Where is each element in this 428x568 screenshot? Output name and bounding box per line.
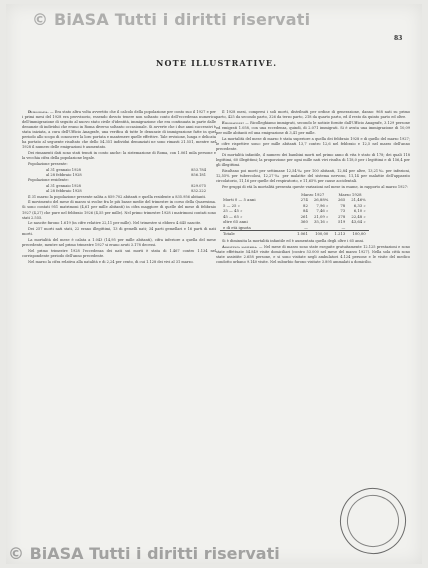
section-heading: Emigrazione: bbox=[222, 120, 244, 125]
paragraph: Demografia. — Era stato altra volta avvertito che il calcolo della popolazione per conto suo il 1927 e per i primi mesi del 1928 era provvisorio, essendo dovuto tenere non soltanto conto dell'eccedenza numerica dell'immigrazione di seguito al nuovo stato civile d'identità, immigrazione che era continuata in parte dalle denunzie di individui che erano in Roma diverso soltanto occasionale. Si avverte che i due anni successivi è stata iniziata, a cura dell'Ufficio Anagrafe, una verifica di tutte le denunzie di immigrazione fatte in quel periodo allo scopo di conoscere la loro portata e mantenere quelle effettive. Tale revisione, lunga e delicata ha portato al seguente risultato che dello 54.351 individui denunziati ne sono rimasti 21.551, mentre nel 1928 il numero delle emigrazioni è aumentato. bbox=[22, 110, 216, 150]
paragraph: Nel marzo la cifra relativa alla natalità e di 2,24 per cento, di cui 1.128 dei vivi al 31 marzo. bbox=[28, 259, 194, 264]
paragraph: Di mortalità infantile, il numero dei bambini morti nel primo anno di vita è stato di 178; dei quali 118 legittimi, 60 illegittimi; la proporzione per ogni mille nati vivi risulta di 118,0 per i legittimi e di 156,4 per gli illegittimi. bbox=[216, 152, 410, 167]
paragraph: Nel primo trimestre 1928 l'eccedenza dei nati sui morti è stata di 1.467 contro 1.134 nel corrispondente periodo dell'anno precedente. bbox=[22, 249, 216, 259]
paragraph: Il 1928 mesi, compresi i soli morti, distribuiti per ordine di generazione, danno: 968 nati su primo parto, 425 da secondo parto, 326 da terzo parto, 218 da quarto parto, ed il resto da quinto parto ed oltre. bbox=[216, 110, 410, 120]
paragraph: La mortalità del mese di marzo è stata superiore a quella dei febbraio 1928 e di quello del marzo 1927; le cifre rispettive sono: per mille abitanti 13,7 contro 12,6 nel febbraio e 12,5 nel marzo dell'anno precedente. bbox=[216, 136, 410, 151]
mortality-age-table bbox=[220, 192, 369, 237]
watermark-bottom: © BiASA Tutti i diritti riservati bbox=[8, 544, 280, 563]
library-stamp bbox=[328, 476, 417, 564]
table-total-row: Totale 1.061 100,00 1.213 100,00 bbox=[220, 231, 369, 237]
list-item: al 28 febbraio 1928 856.181 bbox=[46, 173, 206, 178]
paragraph: Risultano poi morti per settimane 12,54‰ per 100 abitanti, 12,84 per altre, 13,21‰ per infezioni, 12,55% per tubercolosi, 12,27‰ per malattie del sistema nervoso, 11,14 per malattie dell'apparato circolatorio, 11,16 per quelle del respiratorio, e 11,65% per cause accidentali. bbox=[216, 168, 410, 183]
page-number: 83 bbox=[394, 35, 403, 42]
list-heading: Popolazione presente: bbox=[28, 162, 68, 167]
paragraph: La mortalità del mese è calata a 1.043 (14,95 per mille abitanti), cifra inferiore a quella del mese precedente, mentre nel primo trimestre 1927 si erano avuti 3.178 decessi. bbox=[22, 238, 216, 248]
watermark-top: © BiASA Tutti i diritti riservati bbox=[32, 10, 311, 29]
population-present-list bbox=[22, 168, 216, 178]
list-item: al 31 gennaio 1928 829.075 bbox=[46, 184, 206, 189]
paragraph: Dei rimanenti dati sono stati tenuti in conto anche: la sistemazione di Roma, con 1.061 mila persone e la vecchia cifra della popolazione legale. bbox=[22, 151, 216, 161]
paragraph: Si è diminuita la mortalità infantile ed è aumentata quella degli oltre i 65 anni. bbox=[222, 238, 365, 243]
paragraph: Emigrazione: — Ricolleghiamo immigrati, secondo le notizie fornite dall'Ufficio Anagrafe, 3.129 persone ed emigrati 1.058, con una eccedenza, quindi, di 2.071 immigrati. Si è avuta una immigrazione di 10,09 per mille abitanti ed una emigrazione di 3,41 per mille. bbox=[216, 120, 410, 135]
table-row: oltre 65 anni 360 35,16 » 519 43,64 » bbox=[223, 219, 366, 225]
table-row: Morti 0 — 5 anni 274 26,88% 265 21,46% bbox=[223, 197, 366, 203]
list-item: al 28 febbraio 1928 832.222 bbox=[46, 189, 206, 194]
list-heading: Popolazione residente: bbox=[28, 178, 69, 183]
paragraph: Assistenza sanitaria. — Nel mese di marzo sono state eseguite gratuitamente 12.125 prestazioni e sono state effettuate 54.849 visite domiciliari (contro 53.000 nel mese del marzo 1927). Nella sola città sono state assistite 2.658 persone, e si sono visitate negli ambulatori 4.124 persone e le visite del medico condotto urbano 9.140 visite. Nel suburbio furono visitate 3.895 ammalati a domicilio. bbox=[216, 244, 410, 264]
paragraph: Il movimento del mese di marzo si svolse fra le più basse medie del trimestre in corso della Quaresima. Si sono contati 951 matrimoni (4,61 per mille abitanti) in cifra maggiore di quelle del mese di febbraio 1927 (4,27) che pure nel febbraio 1926 (4,55 per mille). Nel primo trimestre 1928 i matrimoni contati sono stati 2.555. bbox=[22, 200, 216, 220]
paragraph: Il 31 marzo la popolazione presente salita a 859.702 abitanti e quella residente a 835.956 abitanti. bbox=[28, 194, 207, 199]
section-heading: Assistenza sanitaria. bbox=[222, 244, 258, 249]
table-row: 5 — 25 » 82 7,96 » 78 6,33 » bbox=[223, 202, 366, 208]
population-resident-list bbox=[22, 184, 216, 194]
paragraph: Per gruppi di età la mortalità presenta queste variazioni nel mese in esame, in rapporto al marzo 1927: bbox=[222, 184, 409, 189]
right-column bbox=[216, 110, 410, 266]
list-item: al 31 gennaio 1928 853.784 bbox=[46, 167, 206, 172]
table-row: 25 — 45 » 84 7,46 » 73 6,10 » bbox=[223, 208, 366, 214]
table-header-row: Marzo 1927 Marzo 1928 bbox=[301, 191, 362, 197]
paragraph: Dei 257 morti nati stati, 22 erano illegittimi, 13 di gemelli nati; 34 parti gemellari e 16 parti di nati morti. bbox=[22, 227, 216, 237]
section-title: NOTE ILLUSTRATIVE. bbox=[156, 58, 278, 68]
document-page bbox=[6, 4, 422, 564]
paragraph: Le nascite furono 1.619 (in cifre relative 22,11 per mille). Nel trimestre si ebbero 4.645 nascite. bbox=[28, 221, 202, 226]
table-row: e di età ignota — — bbox=[223, 224, 346, 230]
section-heading: Demografia. bbox=[28, 110, 49, 114]
left-column bbox=[22, 110, 216, 266]
table-row: 45 — 65 » 261 21,09 » 278 22,48 » bbox=[223, 213, 366, 219]
